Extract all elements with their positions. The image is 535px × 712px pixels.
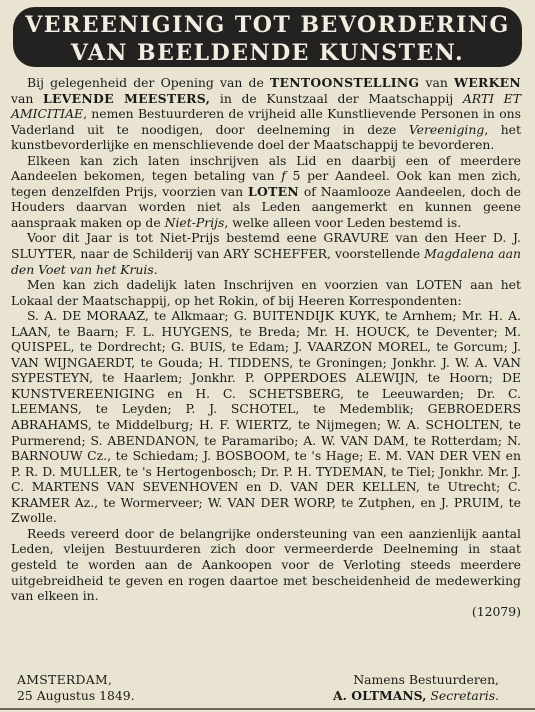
text-run: Voor dit Jaar is tot Niet-Prijs bestemd eene GRAVURE van den Heer D. J. SLUYTER, naar de Schilderij van ARY SCHEFFER, voorstellende	[11, 230, 521, 262]
signature-row-2	[11, 688, 521, 704]
text-run: van	[11, 90, 44, 106]
header-line-2: VAN BEELDENDE KUNSTEN.	[70, 40, 465, 66]
text-run: , welke alleen voor Leden bestemd is.	[224, 214, 462, 230]
signatory	[333, 688, 499, 704]
text-run: Niet-Prijs	[164, 214, 225, 230]
text-run: Vereeniging	[408, 121, 485, 137]
signature-row-1	[11, 672, 521, 688]
header-line-1: VEREENIGING TOT BEVORDERING	[25, 12, 510, 38]
text-run: LEVENDE MEESTERS,	[43, 90, 211, 106]
date: 25 Augustus 1849.	[17, 687, 135, 703]
text-run: WERKEN	[454, 75, 522, 90]
reference-number: (12079)	[471, 603, 521, 619]
text-run: f	[281, 168, 286, 184]
signatory-role: Secretaris.	[430, 687, 499, 703]
text-run: Bij gelegenheid der Opening van de	[27, 75, 270, 90]
text-run: Men kan zich dadelijk laten Inschrijven en voorzien van LOTEN aan het Lokaal der Maatschappij, op het Rokin, of bij Heeren Korrespondenten:	[11, 277, 521, 308]
text-run: , nemen Bestuurderen de vrijheid alle Kunstlievende Personen in ons Vaderland uit te noodigen, door deelneming in deze	[11, 106, 521, 137]
paragraph-opening	[11, 75, 521, 153]
correspondent-list	[11, 308, 521, 526]
place: AMSTERDAM,	[17, 672, 113, 687]
paragraph-correspondents	[11, 277, 521, 308]
paragraph-prize	[11, 230, 521, 277]
paragraph-closing	[11, 526, 521, 604]
text-run: ARTI ET AMICITIAE	[11, 90, 521, 122]
text-run: 5 per Aandeel. Ook kan men zich, tegen denzelfden Prijs, voorzien van	[11, 168, 521, 199]
bottom-rule	[0, 708, 535, 710]
paragraph-membership	[11, 153, 521, 231]
text-run: van	[419, 75, 455, 90]
text-run: TENTOONSTELLING	[269, 75, 420, 90]
signature-block	[11, 672, 521, 703]
signatory-name: A. OLTMANS,	[333, 687, 427, 703]
text-run: Elkeen kan zich laten inschrijven als Lid en daarbij een of meerdere Aandeelen bekomen, tegen betaling van	[11, 152, 521, 184]
text-run: Reeds vereerd door de belangrijke ondersteuning van een aanzienlijk aantal Leden, vleijen Bestuurderen zich door vermeerderde Deelneming in staat gesteld te worden aan de Aankoopen voor de Verloting steeds meerdere uitgebreidheid te geven en rogen daartoe met bescheidenheid de medewerking van elkeen in.	[11, 525, 521, 604]
text-run: Magdalena aan den Voet van het Kruis.	[11, 246, 521, 277]
text-run: S. A. DE MORAAZ, te Alkmaar; G. BUITENDIJK KUYK, te Arnhem; Mr. H. A. LAAN, te Baarn; F. L. HUYGENS, te Breda; Mr. H. HOUCK, te Deventer; M. QUISPEL, te Dordrecht; G. BUIS, te Edam; J. VAARZON MOREL, te Gorcum; J. VAN WIJNGAERDT, te Gouda; H. TIDDENS, te Groningen; Jonkhr. J. W. A. VAN SYPESTEYN, te Haarlem; Jonkhr. P. OPPERDOES ALEWIJN, te Hoorn; DE KUNSTVEREENIGING en H. C. SCHETSBERG, te Leeuwarden; Dr. C. LEEMANS, te Leyden; P. J. SCHOTEL, te Medemblik; GEBROEDERS ABRAHAMS, te Middelburg; H. F. WIERTZ, te Nijmegen; W. A. SCHOLTEN, te Purmerend; S. ABENDANON, te Paramaribo; A. W. VAN DAM, te Rotterdam; N. BARNOUW Cz., te Schiedam; J. BOSBOOM, te 's Hage; E. M. VAN DER VEN en P. R. D. MULLER, te 's Hertogenbosch; Dr. P. H. TYDEMAN, te Tiel; Jonkhr. Mr. J. C. MARTENS VAN SEVENHOVEN en D. VAN DER KELLEN, te Utrecht; C. KRAMER Az., te Wormerveer; W. VAN DER WORP, te Zutphen, en J. PRUIM, te Zwolle.	[11, 308, 521, 526]
text-run: in de Kunstzaal der Maatschappij	[210, 90, 463, 106]
text-run: , het kunstbevorderlijke en menschlievende doel der Maatschappij te bevorderen.	[11, 121, 521, 153]
header-banner	[13, 7, 522, 67]
advertisement-body	[11, 75, 521, 619]
text-run: of Naamlooze Aandeelen, doch de Houders daarvan worden niet als Leden aangemerkt en kunnen geene aanspraak maken op de	[11, 183, 521, 230]
text-run: LOTEN	[247, 183, 299, 199]
on-behalf: Namens Bestuurderen,	[353, 672, 499, 687]
